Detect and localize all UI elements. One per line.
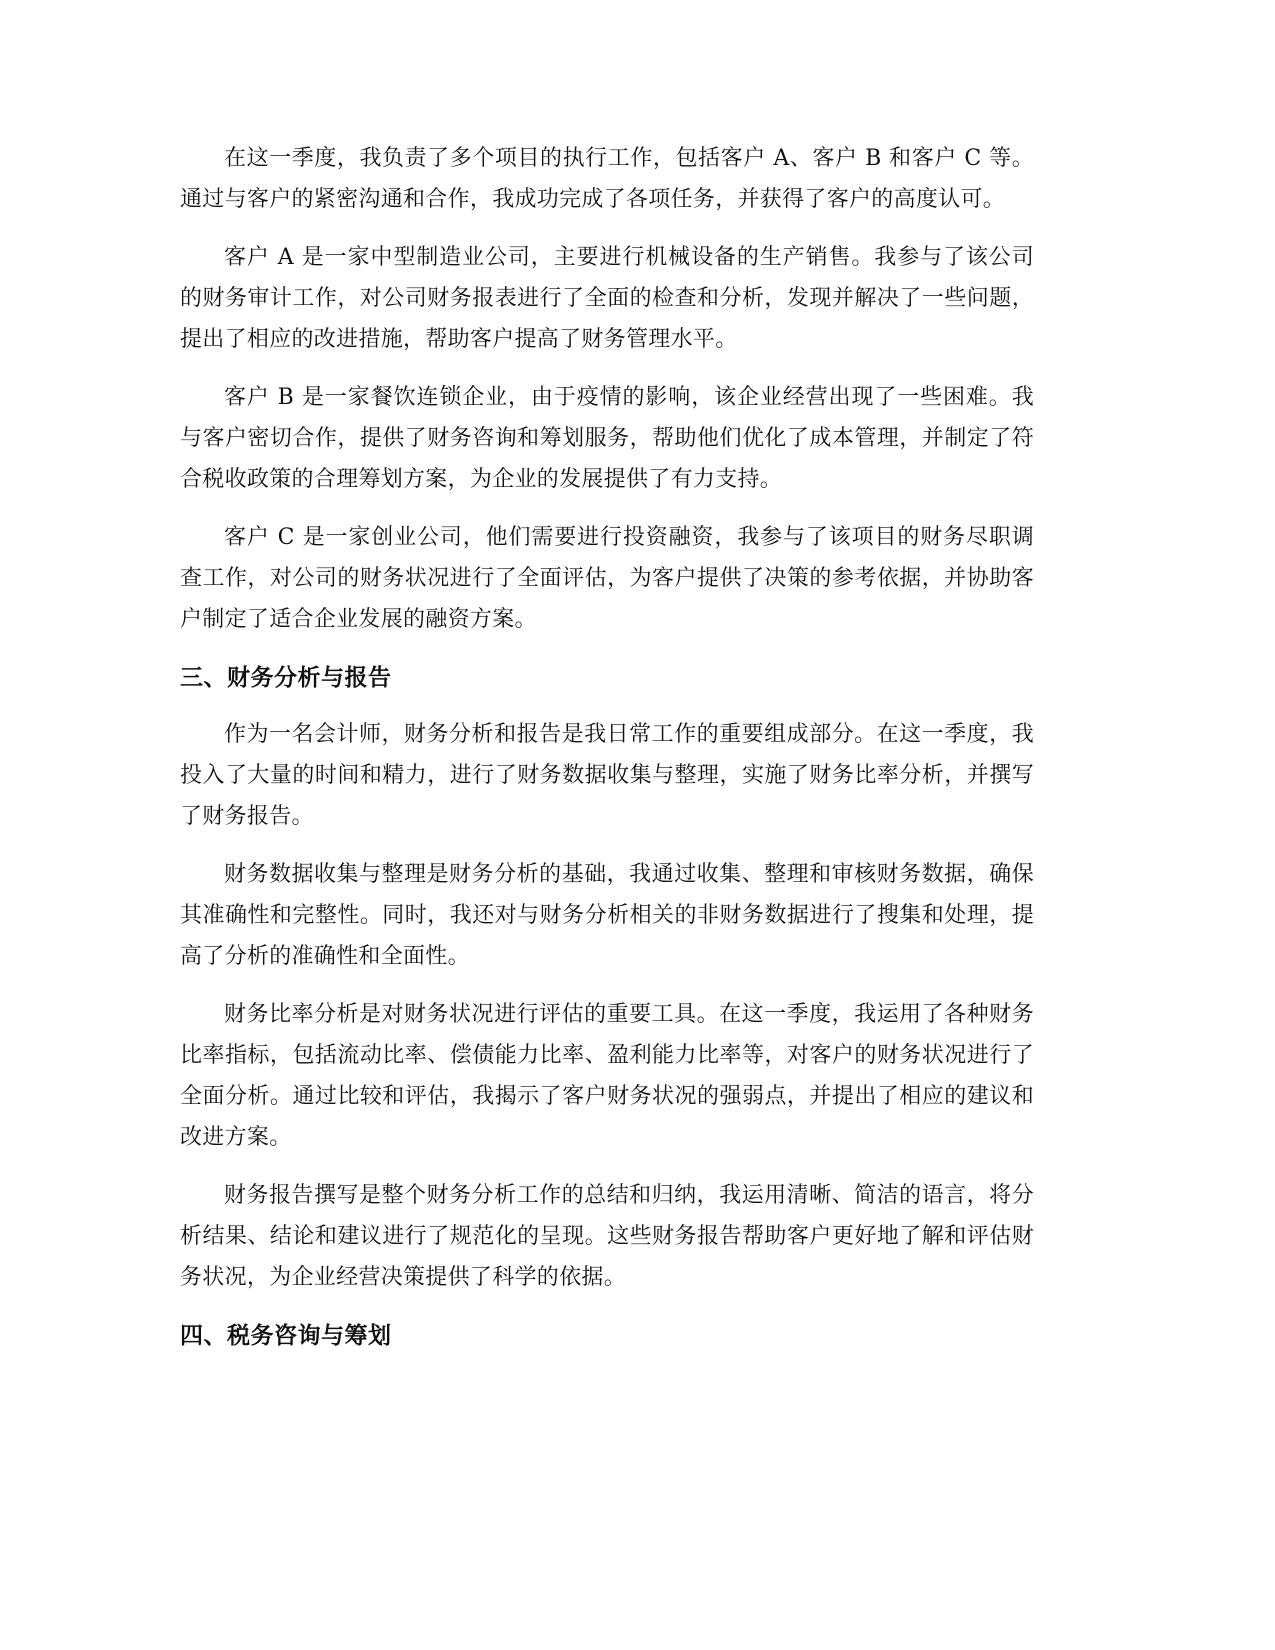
paragraph-data-collection: 财务数据收集与整理是财务分析的基础，我通过收集、整理和审核财务数据，确保其准确性和完整性。同时，我还对与财务分析相关的非财务数据进行了搜集和处理，提高了分析的准确性和全面性。 (180, 862, 1034, 969)
section-heading-financial-analysis: 三、财务分析与报告 (180, 665, 392, 691)
paragraph-analysis-intro: 作为一名会计师，财务分析和报告是我日常工作的重要组成部分。在这一季度，我投入了大量的时间和精力，进行了财务数据收集与整理，实施了财务比率分析，并撰写了财务报告。 (180, 722, 1034, 829)
paragraph-report-writing: 财务报告撰写是整个财务分析工作的总结和归纳，我运用清晰、简洁的语言，将分析结果、结论和建议进行了规范化的呈现。这些财务报告帮助客户更好地了解和评估财务状况，为企业经营决策提供了科学的依据。 (180, 1183, 1034, 1290)
section-heading-tax-consulting: 四、税务咨询与筹划 (180, 1323, 392, 1349)
paragraph-client-a: 客户 A 是一家中型制造业公司，主要进行机械设备的生产销售。我参与了该公司的财务审计工作，对公司财务报表进行了全面的检查和分析，发现并解决了一些问题，提出了相应的改进措施，帮助客户提高了财务管理水平。 (180, 245, 1034, 352)
paragraph-ratio-analysis: 财务比率分析是对财务状况进行评估的重要工具。在这一季度，我运用了各种财务比率指标，包括流动比率、偿债能力比率、盈利能力比率等，对客户的财务状况进行了全面分析。通过比较和评估，我揭示了客户财务状况的强弱点，并提出了相应的建议和改进方案。 (180, 1002, 1034, 1150)
paragraph-client-c: 客户 C 是一家创业公司，他们需要进行投资融资，我参与了该项目的财务尽职调查工作，对公司的财务状况进行了全面评估，为客户提供了决策的参考依据，并协助客户制定了适合企业发展的融资方案。 (180, 525, 1034, 632)
paragraph-project-execution: 在这一季度，我负责了多个项目的执行工作，包括客户 A、客户 B 和客户 C 等。通过与客户的紧密沟通和合作，我成功完成了各项任务，并获得了客户的高度认可。 (180, 146, 1034, 212)
document-body (180, 138, 1034, 1372)
paragraph-client-b: 客户 B 是一家餐饮连锁企业，由于疫情的影响，该企业经营出现了一些困难。我与客户密切合作，提供了财务咨询和筹划服务，帮助他们优化了成本管理，并制定了符合税收政策的合理筹划方案，为企业的发展提供了有力支持。 (180, 385, 1034, 492)
